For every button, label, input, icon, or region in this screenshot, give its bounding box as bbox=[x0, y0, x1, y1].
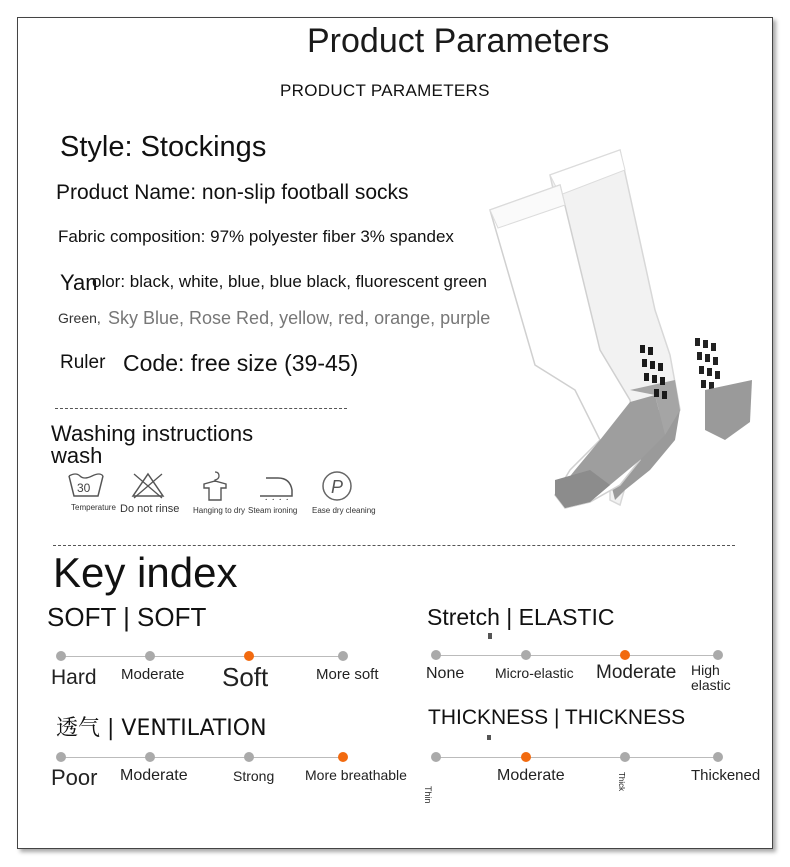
wash-30-icon bbox=[66, 470, 106, 500]
stretch-section-title: Stretch | ELASTIC bbox=[427, 604, 615, 630]
soft-section-title: SOFT | SOFT bbox=[47, 602, 207, 632]
thickness-scale-line bbox=[436, 757, 718, 758]
stretch-dot-high bbox=[713, 650, 723, 660]
no-rinse-icon bbox=[130, 470, 166, 500]
thick-label-thin: Thin bbox=[423, 786, 433, 804]
vent-dot-moderate bbox=[145, 752, 155, 762]
divider-key-index bbox=[53, 545, 735, 546]
stretch-label-high: High elastic bbox=[691, 662, 731, 693]
ventilation-section-title: 透气 | VENTILATION bbox=[56, 716, 267, 741]
fabric-spec: Fabric composition: 97% polyester fiber 3% spandex bbox=[58, 227, 454, 246]
stretch-label-none: None bbox=[426, 665, 465, 682]
stretch-scale-line bbox=[436, 655, 718, 656]
vent-label-moderate: Moderate bbox=[120, 767, 188, 784]
dry-clean-icon bbox=[321, 470, 353, 502]
size-code-spec: Code: free size (39-45) bbox=[123, 350, 359, 376]
dry-clean-label: Ease dry cleaning bbox=[312, 506, 376, 515]
vent-label-strong: Strong bbox=[233, 768, 275, 784]
soft-label-moderate: Moderate bbox=[121, 666, 185, 683]
green-prefix: Green, bbox=[58, 310, 101, 326]
page-title: Product Parameters bbox=[307, 22, 610, 60]
vent-label-poor: Poor bbox=[51, 765, 98, 790]
washing-subheading: wash bbox=[51, 443, 103, 468]
stretch-label-micro: Micro-elastic bbox=[495, 665, 574, 681]
vent-dot-more-breathable bbox=[338, 752, 348, 762]
wash-temp-glyph: 30 bbox=[77, 481, 91, 495]
vent-dot-poor bbox=[56, 752, 66, 762]
soft-dot-hard bbox=[56, 651, 66, 661]
product-name-spec: Product Name: non-slip football socks bbox=[56, 181, 409, 204]
yarn-prefix: Yan bbox=[60, 270, 98, 295]
ruler-prefix: Ruler bbox=[60, 352, 106, 373]
stretch-label-moderate: Moderate bbox=[596, 662, 677, 683]
vent-dot-strong bbox=[244, 752, 254, 762]
thick-label-moderate: Moderate bbox=[497, 767, 565, 784]
soft-scale-line bbox=[61, 656, 343, 657]
thickness-section-title: THICKNESS | THICKNESS bbox=[428, 706, 686, 729]
hanging-icon bbox=[200, 470, 230, 502]
socks-product-image bbox=[480, 140, 760, 520]
hanging-label: Hanging to dry bbox=[193, 506, 246, 515]
soft-dot-moderate bbox=[145, 651, 155, 661]
colors-line-2: Sky Blue, Rose Red, yellow, red, orange, purple bbox=[108, 308, 491, 328]
soft-label-more-soft: More soft bbox=[316, 666, 379, 683]
stretch-dot-moderate bbox=[620, 650, 630, 660]
soft-label-hard: Hard bbox=[51, 666, 97, 689]
thick-dot-moderate bbox=[521, 752, 531, 762]
washing-heading: Washing instructions bbox=[51, 421, 254, 446]
thick-label-thick: Thick bbox=[617, 772, 626, 792]
key-index-title: Key index bbox=[53, 549, 238, 596]
stretch-dot-none bbox=[431, 650, 441, 660]
ventilation-scale-line bbox=[61, 757, 343, 758]
page-subtitle: PRODUCT PARAMETERS bbox=[280, 81, 490, 100]
soft-dot-more-soft bbox=[338, 651, 348, 661]
soft-label-soft: Soft bbox=[222, 662, 269, 692]
stretch-dot-micro bbox=[521, 650, 531, 660]
thick-dot-thickened bbox=[713, 752, 723, 762]
no-rinse-label: Do not rinse bbox=[120, 503, 180, 515]
divider-washing bbox=[55, 408, 347, 409]
vent-label-more-breathable: More breathable bbox=[305, 767, 407, 783]
steam-iron-label: Steam ironing bbox=[248, 506, 298, 515]
cursor-mark-2 bbox=[487, 735, 491, 740]
wash-temperature-label: Temperature bbox=[71, 503, 116, 512]
thick-label-thickened: Thickened bbox=[691, 767, 761, 784]
style-spec: Style: Stockings bbox=[60, 131, 267, 163]
thick-dot-thick bbox=[620, 752, 630, 762]
thick-dot-thin bbox=[431, 752, 441, 762]
colors-line-1: olor: black, white, blue, blue black, fluorescent green bbox=[92, 272, 488, 291]
steam-iron-icon bbox=[256, 472, 294, 500]
dry-clean-glyph: P bbox=[331, 477, 344, 497]
cursor-mark bbox=[488, 633, 492, 639]
soft-dot-soft bbox=[244, 651, 254, 661]
